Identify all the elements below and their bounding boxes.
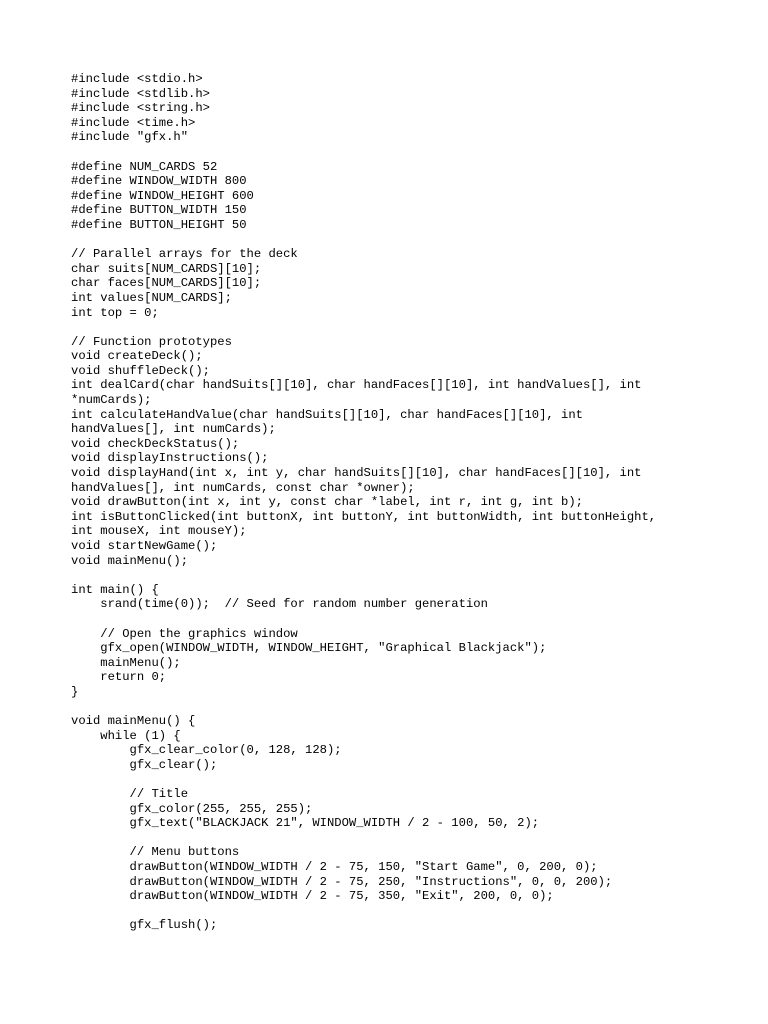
code-line	[71, 904, 751, 919]
code-line: handValues[], int numCards, const char *owner);	[71, 480, 415, 495]
code-line: int isButtonClicked(int buttonX, int buttonY, int buttonWidth, int buttonHeight,	[71, 509, 657, 524]
code-line: void checkDeckStatus();	[71, 436, 240, 451]
code-line: // Title	[71, 787, 189, 802]
code-line: void mainMenu();	[71, 553, 189, 568]
code-line: int main() {	[71, 582, 159, 597]
code-line: #include <time.h>	[71, 115, 196, 130]
code-line	[71, 320, 751, 335]
code-line: void drawButton(int x, int y, const char *label, int r, int g, int b);	[71, 495, 583, 510]
code-line: // Open the graphics window	[71, 626, 298, 641]
code-line: #include <stdlib.h>	[71, 86, 210, 101]
code-line: void startNewGame();	[71, 539, 218, 553]
code-line: drawButton(WINDOW_WIDTH / 2 - 75, 350, "Exit", 200, 0, 0);	[71, 889, 554, 904]
code-line: while (1) {	[71, 728, 181, 743]
code-line: gfx_text("BLACKJACK 21", WINDOW_WIDTH / 2 - 100, 50, 2);	[71, 816, 540, 831]
code-line: int values[NUM_CARDS];	[71, 290, 232, 305]
code-line: int dealCard(char handSuits[][10], char handFaces[][10], int handValues[], int	[71, 378, 642, 393]
code-line: // Parallel arrays for the deck	[71, 247, 298, 262]
code-line: void displayInstructions();	[71, 451, 269, 466]
code-line: int mouseX, int mouseY);	[71, 524, 247, 539]
code-line: #include <string.h>	[71, 101, 210, 116]
code-line: mainMenu();	[71, 655, 181, 670]
code-line	[71, 700, 751, 715]
code-line: void mainMenu() {	[71, 714, 196, 729]
code-line: #define WINDOW_WIDTH 800	[71, 174, 247, 189]
code-line: drawButton(WINDOW_WIDTH / 2 - 75, 150, "Start Game", 0, 200, 0);	[71, 860, 598, 875]
code-line: char suits[NUM_CARDS][10];	[71, 261, 262, 276]
code-line: return 0;	[71, 670, 167, 685]
code-line	[71, 145, 751, 160]
code-line: gfx_open(WINDOW_WIDTH, WINDOW_HEIGHT, "Graphical Blackjack");	[71, 641, 547, 656]
code-line: }	[71, 684, 79, 699]
code-line: *numCards);	[71, 393, 152, 408]
code-line: gfx_clear_color(0, 128, 128);	[71, 743, 342, 758]
code-line: #include <stdio.h>	[71, 72, 203, 86]
code-line: gfx_color(255, 255, 255);	[71, 801, 313, 816]
code-line: #include "gfx.h"	[71, 130, 189, 145]
code-line: char faces[NUM_CARDS][10];	[71, 276, 262, 291]
code-line: int calculateHandValue(char handSuits[][10], char handFaces[][10], int	[71, 407, 583, 422]
code-line: srand(time(0)); // Seed for random number generation	[71, 597, 488, 612]
code-line: #define WINDOW_HEIGHT 600	[71, 188, 254, 203]
code-line: int top = 0;	[71, 305, 159, 320]
code-line: void createDeck();	[71, 349, 203, 364]
code-line: // Function prototypes	[71, 334, 232, 349]
code-block	[71, 72, 751, 933]
code-line	[71, 233, 751, 248]
code-line: #define NUM_CARDS 52	[71, 159, 218, 174]
code-line: gfx_flush();	[71, 918, 218, 933]
code-line: void shuffleDeck();	[71, 363, 210, 378]
code-line	[71, 568, 751, 583]
code-line: drawButton(WINDOW_WIDTH / 2 - 75, 250, "Instructions", 0, 0, 200);	[71, 874, 613, 889]
code-line	[71, 773, 751, 788]
code-line: #define BUTTON_HEIGHT 50	[71, 217, 247, 232]
code-line: gfx_clear();	[71, 757, 218, 772]
code-line: // Menu buttons	[71, 845, 240, 860]
code-line	[71, 831, 751, 846]
code-line: void displayHand(int x, int y, char handSuits[][10], char handFaces[][10], int	[71, 466, 642, 481]
code-line	[71, 612, 751, 627]
code-line: #define BUTTON_WIDTH 150	[71, 203, 247, 218]
code-line: handValues[], int numCards);	[71, 422, 276, 437]
